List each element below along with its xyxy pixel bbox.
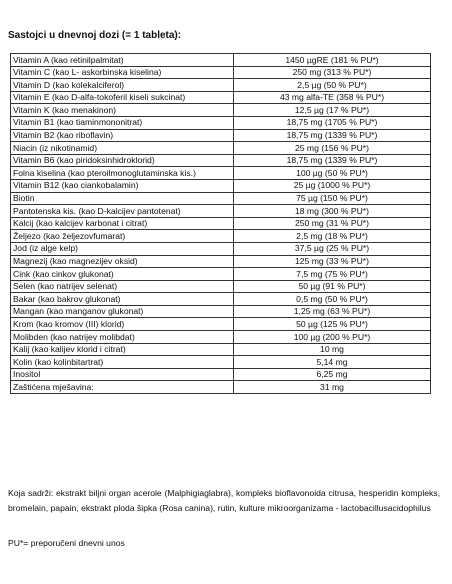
nutrient-name-cell: Molibden (kao natrijev molibdat)	[11, 331, 234, 344]
nutrient-name-cell: Vitamin B1 (kao tiaminmononitrat)	[11, 116, 234, 129]
nutrient-name-cell: Zaštićena mješavina:	[11, 381, 234, 394]
nutrient-amount-cell: 125 mg (33 % PU*)	[234, 255, 431, 268]
nutrient-amount-cell: 31 mg	[234, 381, 431, 394]
table-row	[11, 293, 431, 306]
table-row	[11, 167, 431, 180]
nutrient-name-cell: Vitamin C (kao L- askorbinska kiselina)	[11, 66, 234, 79]
nutrient-amount-cell: 12,5 µg (17 % PU*)	[234, 104, 431, 117]
nutrient-name-cell: Vitamin A (kao retinilpalmitat)	[11, 54, 234, 67]
nutrient-amount-cell: 100 µg (50 % PU*)	[234, 167, 431, 180]
nutrient-name-cell: Cink (kao cinkov glukonat)	[11, 268, 234, 281]
nutrient-name-cell: Biotin	[11, 192, 234, 205]
nutrient-amount-cell: 75 µg (150 % PU*)	[234, 192, 431, 205]
table-row	[11, 54, 431, 67]
table-row	[11, 280, 431, 293]
nutrient-amount-cell: 43 mg alfa-TE (358 % PU*)	[234, 91, 431, 104]
table-row	[11, 305, 431, 318]
nutrient-table	[10, 53, 431, 394]
table-row	[11, 116, 431, 129]
nutrient-name-cell: Vitamin K (kao menakinon)	[11, 104, 234, 117]
nutrient-amount-cell: 250 mg (31 % PU*)	[234, 217, 431, 230]
table-row	[11, 129, 431, 142]
nutrient-name-cell: Kalij (kao kalijev klorid i citrat)	[11, 343, 234, 356]
nutrient-name-cell: Vitamin B12 (kao ciankobalamin)	[11, 179, 234, 192]
table-row	[11, 66, 431, 79]
nutrient-amount-cell: 100 µg (200 % PU*)	[234, 331, 431, 344]
table-row	[11, 179, 431, 192]
table-row	[11, 154, 431, 167]
nutrient-amount-cell: 18,75 mg (1339 % PU*)	[234, 129, 431, 142]
nutrient-amount-cell: 2,5 µg (50 % PU*)	[234, 79, 431, 92]
table-row	[11, 205, 431, 218]
nutrient-name-cell: Magnezij (kao magnezijev oksid)	[11, 255, 234, 268]
nutrient-amount-cell: 25 µg (1000 % PU*)	[234, 179, 431, 192]
nutrient-name-cell: Vitamin B6 (kao piridoksinhidroklorid)	[11, 154, 234, 167]
nutrient-amount-cell: 25 mg (156 % PU*)	[234, 142, 431, 155]
table-row	[11, 268, 431, 281]
table-row	[11, 104, 431, 117]
table-row	[11, 381, 431, 394]
nutrient-amount-cell: 250 mg (313 % PU*)	[234, 66, 431, 79]
nutrient-name-cell: Vitamin D (kao kolekalciferol)	[11, 79, 234, 92]
nutrient-table-body	[11, 54, 431, 394]
nutrient-name-cell: Vitamin B2 (kao riboflavin)	[11, 129, 234, 142]
nutrient-name-cell: Inositol	[11, 368, 234, 381]
table-row	[11, 255, 431, 268]
table-row	[11, 91, 431, 104]
table-row	[11, 79, 431, 92]
nutrient-amount-cell: 18,75 mg (1705 % PU*)	[234, 116, 431, 129]
nutrient-amount-cell: 50 µg (125 % PU*)	[234, 318, 431, 331]
nutrient-amount-cell: 5,14 mg	[234, 356, 431, 369]
table-row	[11, 217, 431, 230]
nutrient-name-cell: Kolin (kao kolinbitartrat)	[11, 356, 234, 369]
nutrient-name-cell: Vitamin E (kao D-alfa-tokoferil kiseli sukcinat)	[11, 91, 234, 104]
table-row	[11, 343, 431, 356]
nutrient-name-cell: Kalcij (kao kalcijev karbonat i citrat)	[11, 217, 234, 230]
nutrient-amount-cell: 18,75 mg (1339 % PU*)	[234, 154, 431, 167]
nutrient-name-cell: Niacin (iz nikotinamid)	[11, 142, 234, 155]
nutrient-name-cell: Krom (kao kromov (III) klorid)	[11, 318, 234, 331]
table-row	[11, 318, 431, 331]
nutrient-amount-cell: 1,25 mg (63 % PU*)	[234, 305, 431, 318]
table-row	[11, 356, 431, 369]
nutrient-amount-cell: 18 mg (300 % PU*)	[234, 205, 431, 218]
nutrient-amount-cell: 7,5 mg (75 % PU*)	[234, 268, 431, 281]
table-row	[11, 242, 431, 255]
nutrient-amount-cell: 50 µg (91 % PU*)	[234, 280, 431, 293]
footnote: PU*= preporučeni dnevni unos	[8, 538, 125, 548]
other-ingredients-text: Koja sadrži: ekstrakt biljni organ acerole (Malphigiaglabra), kompleks bioflavonoida citrusa, hesperidin kompleks, bromelain, papain, ekstrakt ploda šipka (Rosa canina), rutin, kulture mikroorganizama - lactobacillusacidophilus	[8, 488, 440, 513]
nutrient-name-cell: Mangan (kao manganov glukonat)	[11, 305, 234, 318]
nutrient-amount-cell: 37,5 µg (25 % PU*)	[234, 242, 431, 255]
nutrient-name-cell: Selen (kao natrijev selenat)	[11, 280, 234, 293]
nutrient-name-cell: Folna kiselina (kao pteroilmonoglutaminska kis.)	[11, 167, 234, 180]
table-row	[11, 368, 431, 381]
nutrient-amount-cell: 0,5 mg (50 % PU*)	[234, 293, 431, 306]
nutrient-amount-cell: 1450 µgRE (181 % PU*)	[234, 54, 431, 67]
nutrient-name-cell: Jod (iz alge kelp)	[11, 242, 234, 255]
nutrient-name-cell: Pantotenska kis. (kao D-kalcijev pantotenat)	[11, 205, 234, 218]
table-row	[11, 331, 431, 344]
table-row	[11, 230, 431, 243]
page-title: Sastojci u dnevnoj dozi (= 1 tableta):	[8, 30, 182, 41]
nutrient-amount-cell: 6,25 mg	[234, 368, 431, 381]
nutrient-name-cell: Željezo (kao željezovfumarat)	[11, 230, 234, 243]
table-row	[11, 142, 431, 155]
nutrient-amount-cell: 10 mg	[234, 343, 431, 356]
nutrient-amount-cell: 2,5 mg (18 % PU*)	[234, 230, 431, 243]
table-row	[11, 192, 431, 205]
nutrient-name-cell: Bakar (kao bakrov glukonat)	[11, 293, 234, 306]
